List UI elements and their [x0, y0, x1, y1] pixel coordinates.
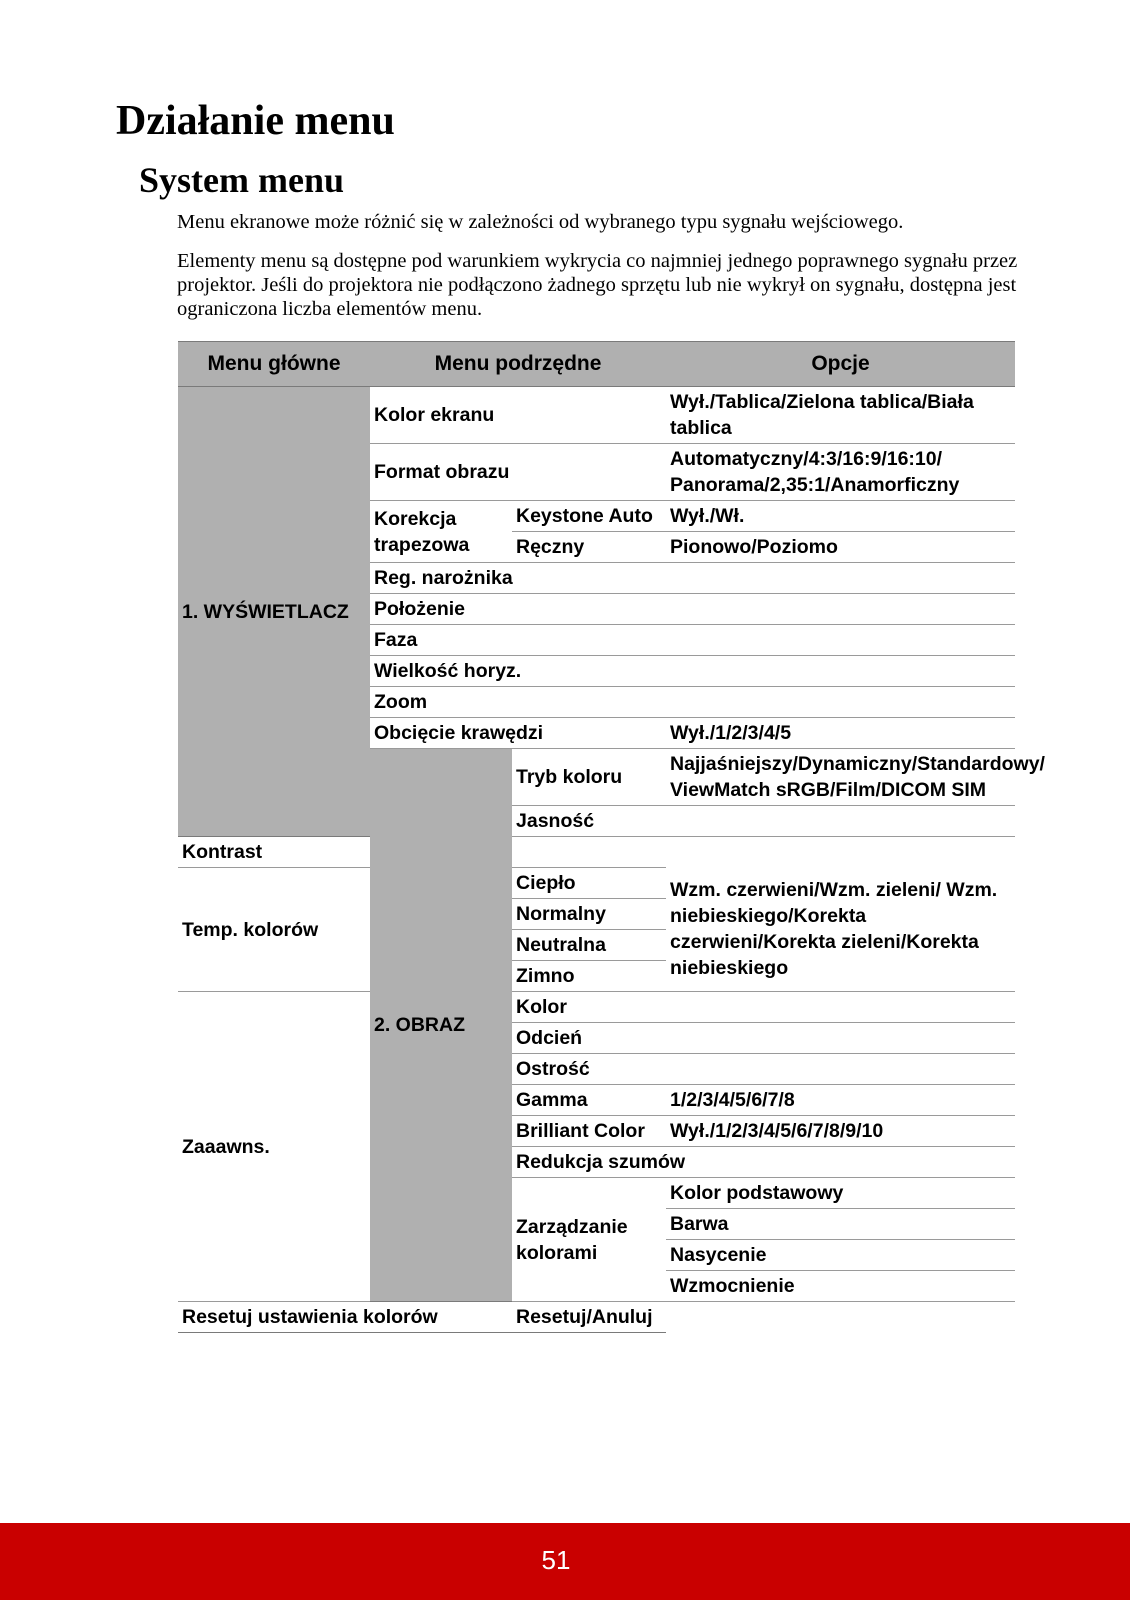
main-menu-picture: 2. OBRAZ — [370, 749, 512, 1302]
header-submenu: Menu podrzędne — [370, 342, 666, 387]
header-main-menu: Menu główne — [178, 342, 370, 387]
option-value: Wzmocnienie — [666, 1271, 1015, 1302]
submenu-item: Obcięcie krawędzi — [370, 718, 666, 749]
submenu-item: Jasność — [512, 806, 1015, 837]
option-value: Barwa — [666, 1209, 1015, 1240]
submenu-item: Korekcja trapezowa — [370, 501, 512, 563]
submenu-subitem: Redukcja szumów — [512, 1147, 1015, 1178]
table-row — [178, 837, 1015, 868]
table-row — [178, 868, 1015, 899]
submenu-item: Wielkość horyz. — [370, 656, 1015, 687]
option-value: Wył./Tablica/Zielona tablica/Biała tablica — [666, 387, 1015, 444]
option-value: Wył./1/2/3/4/5 — [666, 718, 1015, 749]
submenu-subitem: Zimno — [512, 961, 666, 992]
option-value: 1/2/3/4/5/6/7/8 — [666, 1085, 1015, 1116]
availability-paragraph: Elementy menu są dostępne pod warunkiem wykrycia co najmniej jednego poprawnego sygnału przez projektor. Jeśli do projektora nie podłączono żadnego sprzętu lub nie wykrył on sygnału, dostępna jest ograniczona liczba elementów menu. — [177, 250, 1018, 320]
submenu-subitem: Normalny — [512, 899, 666, 930]
section-title: System menu — [139, 160, 344, 200]
table-header-row — [178, 342, 1015, 387]
submenu-subitem: Ręczny — [512, 532, 666, 563]
submenu-item: Zoom — [370, 687, 1015, 718]
menu-table — [178, 341, 1045, 1333]
submenu-subitem: Neutralna — [512, 930, 666, 961]
submenu-subitem: Gamma — [512, 1085, 666, 1116]
option-value: Wzm. czerwieni/Wzm. zieleni/ Wzm. niebieskiego/Korekta czerwieni/Korekta zieleni/Korekta niebieskiego — [666, 868, 1015, 992]
submenu-item: Faza — [370, 625, 1015, 656]
submenu-item: Położenie — [370, 594, 1015, 625]
table-row — [178, 1302, 1015, 1333]
option-value: Automatyczny/4:3/16:9/16:10/ Panorama/2,35:1/Anamorficzny — [666, 444, 1015, 501]
submenu-subitem: Keystone Auto — [512, 501, 666, 532]
submenu-item: Format obrazu — [370, 444, 666, 501]
table-row — [178, 992, 1015, 1023]
submenu-item: Kolor ekranu — [370, 387, 666, 444]
option-value: Nasycenie — [666, 1240, 1015, 1271]
submenu-subitem: Ciepło — [512, 868, 666, 899]
submenu-subitem: Odcień — [512, 1023, 1015, 1054]
submenu-item: Resetuj ustawienia kolorów — [178, 1302, 512, 1333]
submenu-item: Temp. kolorów — [178, 868, 370, 992]
table-row — [178, 387, 1015, 444]
option-value: Kolor podstawowy — [666, 1178, 1015, 1209]
submenu-item: Zaaawns. — [178, 992, 370, 1302]
option-value: Wył./1/2/3/4/5/6/7/8/9/10 — [666, 1116, 1015, 1147]
submenu-item: Reg. narożnika — [370, 563, 1015, 594]
submenu-subitem: Zarządzanie kolorami — [512, 1178, 666, 1302]
main-menu-display: 1. WYŚWIETLACZ — [178, 387, 370, 837]
header-options: Opcje — [666, 342, 1015, 387]
submenu-item: Tryb koloru — [512, 749, 666, 806]
option-value: Najjaśniejszy/Dynamiczny/Standardowy/ ViewMatch sRGB/Film/DICOM SIM — [666, 749, 1015, 806]
submenu-subitem: Brilliant Color — [512, 1116, 666, 1147]
option-value: Wył./Wł. — [666, 501, 1015, 532]
submenu-item: Kontrast — [178, 837, 666, 868]
page-title: Działanie menu — [116, 98, 395, 144]
option-value: Resetuj/Anuluj — [512, 1302, 666, 1333]
intro-paragraph: Menu ekranowe może różnić się w zależności od wybranego typu sygnału wejściowego. — [177, 211, 904, 233]
submenu-subitem: Kolor — [512, 992, 1015, 1023]
option-value: Pionowo/Poziomo — [666, 532, 1015, 563]
page-number: 51 — [541, 1545, 571, 1575]
submenu-subitem: Ostrość — [512, 1054, 1015, 1085]
